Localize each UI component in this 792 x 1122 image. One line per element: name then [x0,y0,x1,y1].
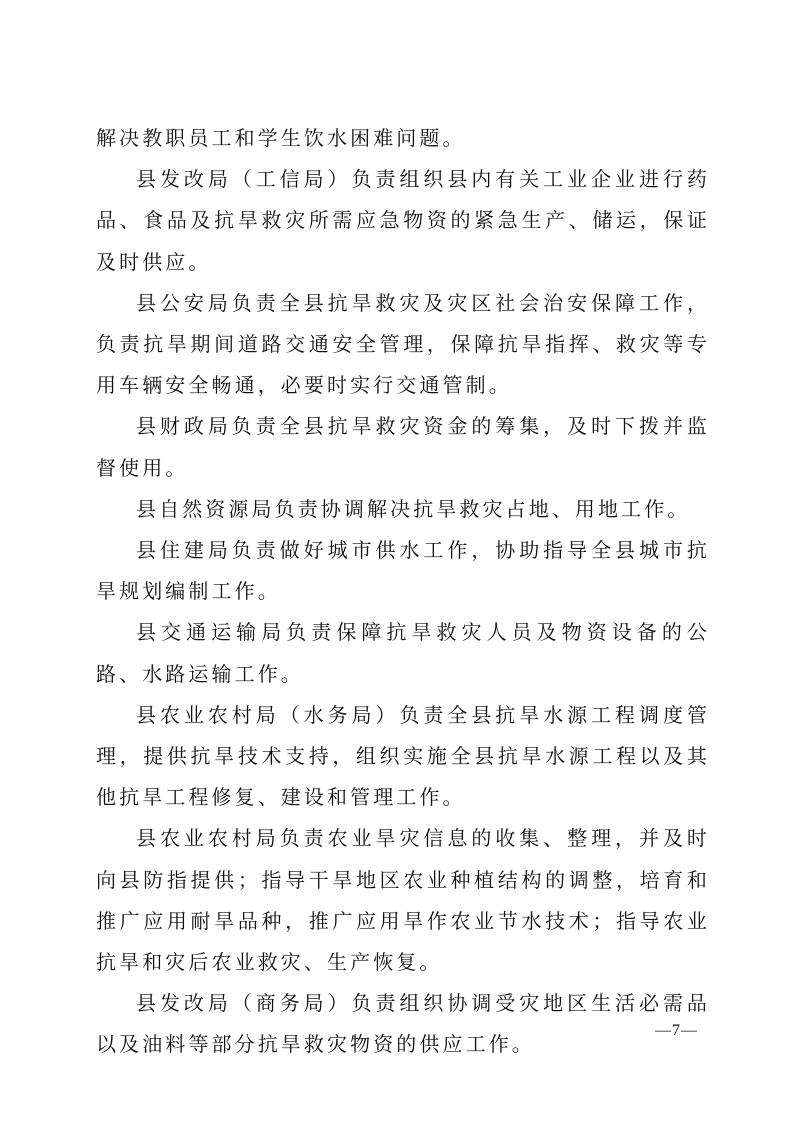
paragraph-agriculture: 县农业农村局负责农业旱灾信息的收集、整理，并及时向县防指提供；指导干旱地区农业种植结构的调整，培育和推广应用耐旱品种，推广应用旱作农业节水技术；指导农业抗旱和灾后农业救灾、生产恢复。 [96,826,710,975]
paragraph-continuation: 解决教职员工和学生饮水困难问题。 [96,126,466,150]
paragraph-transportation: 县交通运输局负责保障抗旱救灾人员及物资设备的公路、水路运输工作。 [96,620,710,686]
page-number: —7— [655,1022,698,1039]
paragraph-finance: 县财政局负责全县抗旱救灾资金的筹集，及时下拨并监督使用。 [96,414,710,480]
paragraph-natural-resources: 县自然资源局负责协调解决抗旱救灾占地、用地工作。 [136,496,691,521]
document-body [96,118,710,1066]
paragraph-public-security: 县公安局负责全县抗旱救灾及灾区社会治安保障工作，负责抗旱期间道路交通安全管理，保障抗旱指挥、救灾等专用车辆安全畅通，必要时实行交通管制。 [96,290,710,398]
paragraph-housing-construction: 县住建局负责做好城市供水工作，协助指导全县城市抗旱规划编制工作。 [96,538,710,604]
paragraph-development-reform: 县发改局（工信局）负责组织县内有关工业企业进行药品、食品及抗旱救灾所需应急物资的紧急生产、储运，保证及时供应。 [96,167,710,274]
paragraph-agriculture-water: 县农业农村局（水务局）负责全县抗旱水源工程调度管理，提供抗旱技术支持，组织实施全县抗旱水源工程以及其他抗旱工程修复、建设和管理工作。 [96,702,710,810]
paragraph-commerce: 县发改局（商务局）负责组织协调受灾地区生活必需品以及油料等部分抗旱救灾物资的供应工作。 [96,991,710,1057]
